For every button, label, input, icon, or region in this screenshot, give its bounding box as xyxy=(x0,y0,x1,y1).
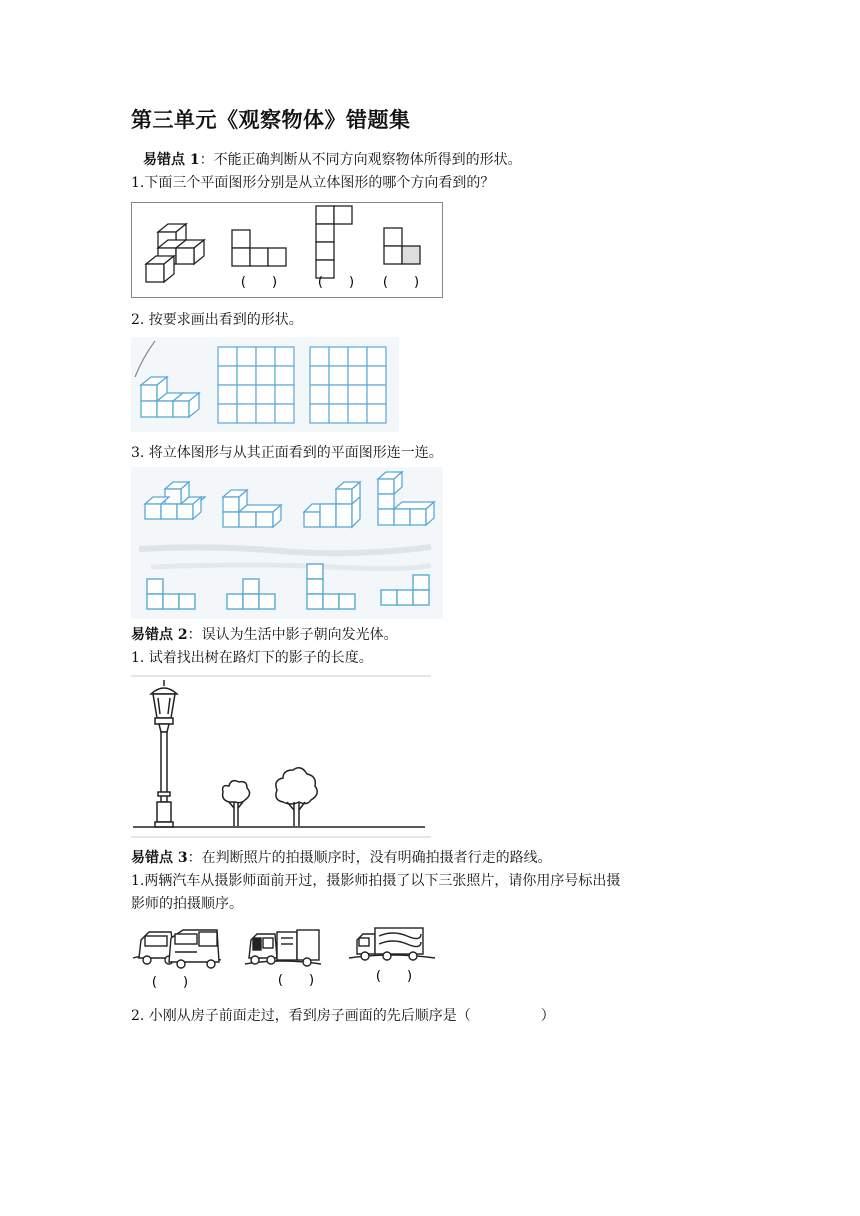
error-point-2 xyxy=(131,625,398,645)
view-a-drawing xyxy=(232,230,286,266)
question-1-1: 1.下面三个平面图形分别是从立体图形的哪个方向看到的？ xyxy=(131,175,495,191)
big-tree-drawing xyxy=(276,768,317,826)
grid-cell[interactable] xyxy=(310,404,329,423)
grid-cell[interactable] xyxy=(275,366,294,385)
draw-views-figure xyxy=(131,337,399,432)
answer-paren-photo-1: ( ) xyxy=(151,975,189,990)
error-point-1-text: ：不能正确判断从不同方向观察物体所得到的形状。 xyxy=(199,152,522,168)
grid-cell[interactable] xyxy=(348,347,367,366)
grid-cell[interactable] xyxy=(256,385,275,404)
question-3-1-line-2: 影师的拍摄顺序。 xyxy=(131,896,243,912)
grid-cell[interactable] xyxy=(348,366,367,385)
grid-cell[interactable] xyxy=(310,347,329,366)
lamp-and-trees-figure xyxy=(131,674,431,840)
error-point-1 xyxy=(143,150,522,170)
small-tree-drawing xyxy=(223,781,250,826)
question-3-1-line-1: 1.两辆汽车从摄影师面前开过，摄影师拍摄了以下三张照片，请你用序号标出摄 xyxy=(131,873,621,889)
grid-cell[interactable] xyxy=(310,385,329,404)
question-1-2: 2. 按要求画出看到的形状。 xyxy=(131,312,303,328)
grid-cell[interactable] xyxy=(237,347,256,366)
error-point-3 xyxy=(131,848,552,868)
grid-cell[interactable] xyxy=(256,404,275,423)
question-3-2: 2. 小刚从房子前面走过，看到房子画面的先后顺序是（ ） xyxy=(131,1008,555,1024)
truck-photo-2-drawing xyxy=(245,930,321,966)
grid-cell[interactable] xyxy=(237,404,256,423)
grid-cell[interactable] xyxy=(348,385,367,404)
grid-cell[interactable] xyxy=(237,366,256,385)
grid-cell[interactable] xyxy=(256,347,275,366)
street-lamp-drawing xyxy=(151,680,177,827)
grid-cell[interactable] xyxy=(218,385,237,404)
grid-cell[interactable] xyxy=(275,385,294,404)
error-point-3-text: ：在判断照片的拍摄顺序时，没有明确拍摄者行走的路线。 xyxy=(187,850,552,866)
match-views-figure xyxy=(131,467,443,619)
grid-cell[interactable] xyxy=(310,366,329,385)
three-views-figure xyxy=(131,202,443,298)
drawing-grid-left[interactable] xyxy=(218,347,294,423)
grid-cell[interactable] xyxy=(348,404,367,423)
grid-cell[interactable] xyxy=(367,385,386,404)
grid-cell[interactable] xyxy=(367,404,386,423)
grid-cell[interactable] xyxy=(256,366,275,385)
grid-cell[interactable] xyxy=(275,404,294,423)
error-point-2-text: ：误认为生活中影子朝向发光体。 xyxy=(187,627,398,643)
grid-cell[interactable] xyxy=(329,404,348,423)
question-1-3: 3. 将立体图形与从其正面看到的平面图形连一连。 xyxy=(131,445,443,461)
error-point-3-label: 易错点 3 xyxy=(131,850,188,866)
error-point-2-label: 易错点 2 xyxy=(131,627,188,643)
answer-paren-b: ( ) xyxy=(317,275,355,290)
grid-cell[interactable] xyxy=(218,404,237,423)
grid-cell[interactable] xyxy=(367,347,386,366)
answer-paren-c: ( ) xyxy=(382,275,420,290)
page-title: 第三单元《观察物体》错题集 xyxy=(131,107,411,132)
drawing-grid-right[interactable] xyxy=(310,347,386,423)
grid-cell[interactable] xyxy=(218,366,237,385)
error-point-1-label: 易错点 1 xyxy=(143,152,200,168)
grid-cell[interactable] xyxy=(237,385,256,404)
grid-cell[interactable] xyxy=(218,347,237,366)
view-b-drawing xyxy=(316,206,352,278)
truck-photo-3-drawing xyxy=(349,928,435,960)
answer-paren-a: ( ) xyxy=(240,275,278,290)
question-2-1: 1. 试着找出树在路灯下的影子的长度。 xyxy=(131,650,373,666)
answer-paren-photo-3: ( ) xyxy=(375,969,413,984)
grid-cell[interactable] xyxy=(367,366,386,385)
view-c-drawing xyxy=(384,228,420,264)
grid-cell[interactable] xyxy=(275,347,294,366)
grid-cell[interactable] xyxy=(329,385,348,404)
truck-photos-figure xyxy=(131,918,437,992)
answer-paren-photo-2: ( ) xyxy=(277,973,315,988)
grid-cell[interactable] xyxy=(329,366,348,385)
cube-stack-drawing xyxy=(146,224,204,282)
grid-cell[interactable] xyxy=(329,347,348,366)
truck-photo-1-drawing xyxy=(133,930,221,968)
